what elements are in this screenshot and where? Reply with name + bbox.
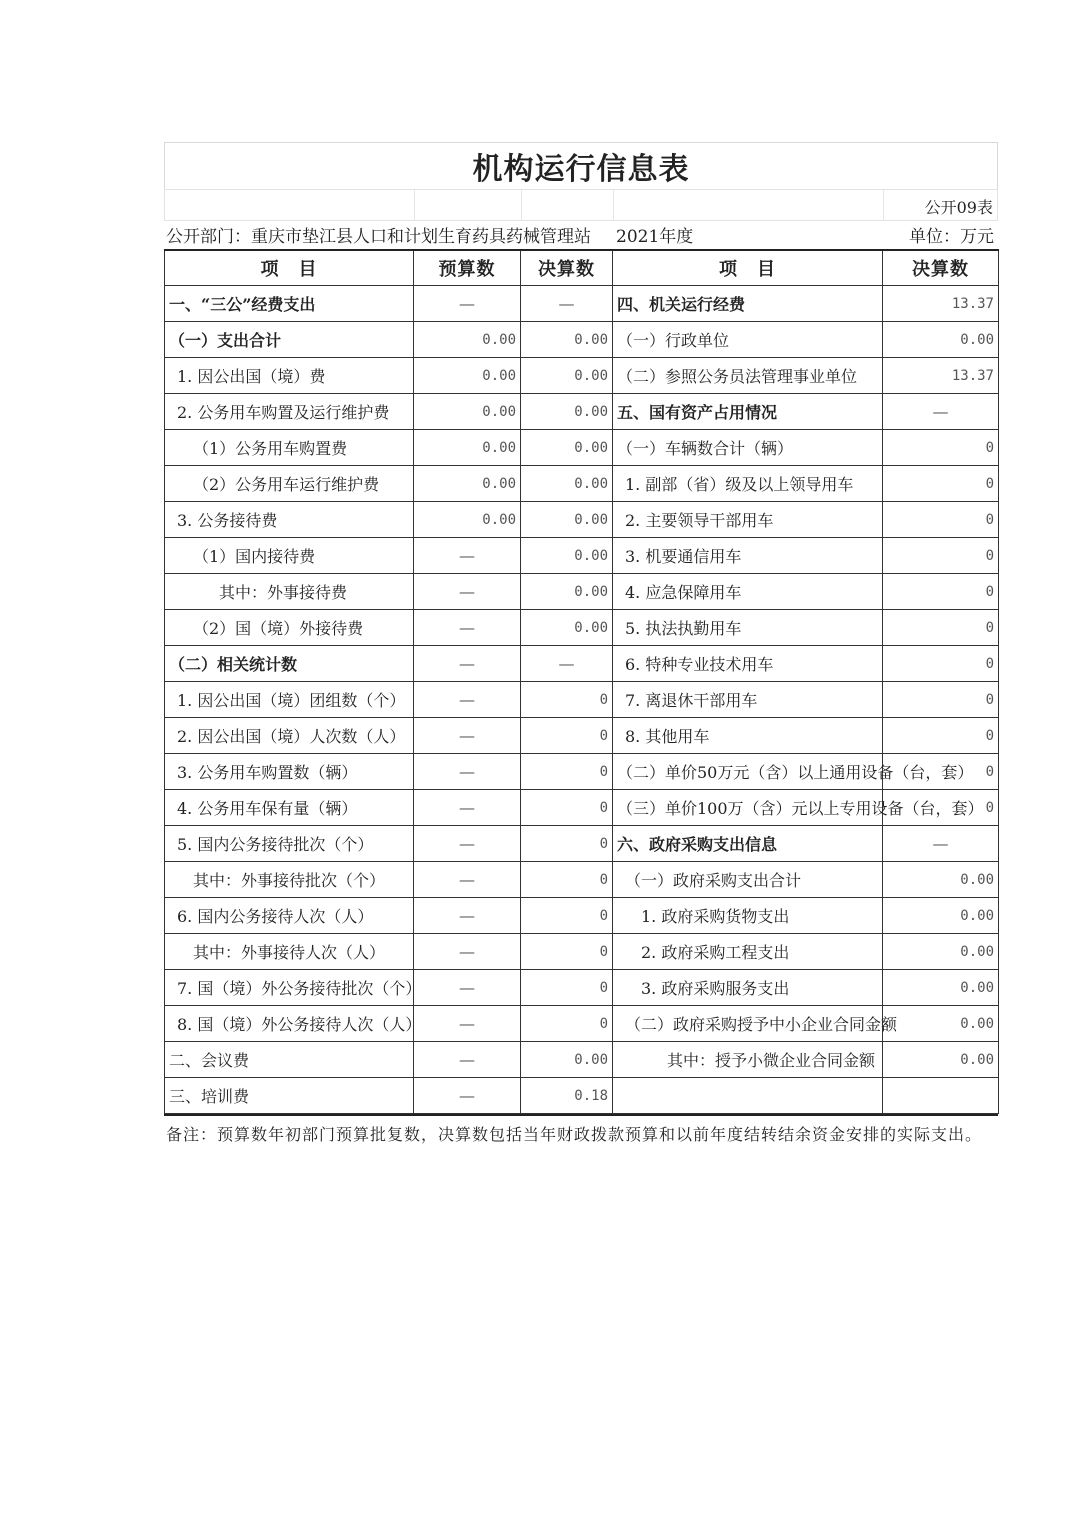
item-right-cell: （二）参照公务员法管理事业单位 (613, 358, 883, 394)
col-header-item-right: 项 目 (613, 250, 883, 286)
item-right-cell: 2. 政府采购工程支出 (613, 934, 883, 970)
final-left-cell: 0.18 (521, 1078, 613, 1114)
item-left-cell: （二）相关统计数 (165, 646, 414, 682)
budget-cell: — (414, 610, 521, 646)
budget-cell: — (414, 1078, 521, 1114)
table-header-row (165, 250, 999, 286)
item-left-cell: 3. 公务用车购置数（辆） (165, 754, 414, 790)
table-row (165, 358, 999, 394)
final-right-cell: 13.37 (883, 358, 999, 394)
table-row (165, 322, 999, 358)
table-row (165, 898, 999, 934)
col-header-budget: 预算数 (414, 250, 521, 286)
final-left-cell: — (521, 646, 613, 682)
final-left-cell: 0.00 (521, 358, 613, 394)
report-sheet (164, 142, 998, 1145)
final-left-cell: 0.00 (521, 394, 613, 430)
form-code-row (164, 189, 998, 220)
budget-cell: 0.00 (414, 322, 521, 358)
final-left-cell: 0 (521, 718, 613, 754)
item-left-cell: （1）公务用车购置费 (165, 430, 414, 466)
final-left-cell: 0 (521, 790, 613, 826)
final-right-cell: — (883, 394, 999, 430)
grid-cell (521, 190, 614, 220)
table-row (165, 430, 999, 466)
budget-cell: 0.00 (414, 430, 521, 466)
final-left-cell: 0 (521, 754, 613, 790)
table-row (165, 970, 999, 1006)
budget-cell: — (414, 934, 521, 970)
item-left-cell: 2. 公务用车购置及运行维护费 (165, 394, 414, 430)
grid-cell (165, 190, 415, 220)
final-right-cell: 13.37 (883, 286, 999, 322)
final-left-cell: 0.00 (521, 574, 613, 610)
final-right-cell: 0 (883, 754, 999, 790)
budget-cell: 0.00 (414, 466, 521, 502)
item-left-cell: （2）公务用车运行维护费 (165, 466, 414, 502)
final-left-cell: 0.00 (521, 1042, 613, 1078)
item-right-cell (613, 1078, 883, 1114)
final-left-cell: 0 (521, 898, 613, 934)
item-right-cell: 1. 政府采购货物支出 (613, 898, 883, 934)
unit-label: 单位：万元 (909, 227, 994, 247)
item-left-cell: 1. 因公出国（境）费 (165, 358, 414, 394)
final-left-cell: — (521, 286, 613, 322)
final-right-cell: — (883, 826, 999, 862)
final-left-cell: 0.00 (521, 502, 613, 538)
item-right-cell: （一）车辆数合计（辆） (613, 430, 883, 466)
col-header-item-left: 项 目 (165, 250, 414, 286)
table-row (165, 1006, 999, 1042)
table-row (165, 754, 999, 790)
budget-cell: — (414, 1006, 521, 1042)
item-right-cell: 2. 主要领导干部用车 (613, 502, 883, 538)
item-left-cell: 4. 公务用车保有量（辆） (165, 790, 414, 826)
table-body (165, 286, 999, 1114)
form-code: 公开09表 (924, 198, 993, 217)
item-right-cell: 4. 应急保障用车 (613, 574, 883, 610)
item-right-cell: （二）政府采购授予中小企业合同金额 (613, 1006, 883, 1042)
item-right-cell: 3. 机要通信用车 (613, 538, 883, 574)
item-right-cell: 6. 特种专业技术用车 (613, 646, 883, 682)
budget-cell: — (414, 574, 521, 610)
item-right-cell: 1. 副部（省）级及以上领导用车 (613, 466, 883, 502)
final-right-cell: 0 (883, 574, 999, 610)
budget-cell: — (414, 862, 521, 898)
final-right-cell: 0.00 (883, 862, 999, 898)
item-right-cell: 其中：授予小微企业合同金额 (613, 1042, 883, 1078)
budget-cell: — (414, 790, 521, 826)
final-left-cell: 0 (521, 682, 613, 718)
item-right-cell: 5. 执法执勤用车 (613, 610, 883, 646)
final-right-cell: 0 (883, 682, 999, 718)
item-right-cell: 7. 离退休干部用车 (613, 682, 883, 718)
table-row (165, 934, 999, 970)
footnote: 备注：预算数年初部门预算批复数，决算数包括当年财政拨款预算和以前年度结转结余资金安排的实际支出。 (164, 1114, 998, 1145)
table-row (165, 1042, 999, 1078)
table-row (165, 718, 999, 754)
budget-cell: — (414, 754, 521, 790)
final-right-cell: 0 (883, 646, 999, 682)
budget-cell: — (414, 1042, 521, 1078)
item-left-cell: 8. 国（境）外公务接待人次（人） (165, 1006, 414, 1042)
final-left-cell: 0.00 (521, 430, 613, 466)
item-left-cell: 二、会议费 (165, 1042, 414, 1078)
table-row (165, 610, 999, 646)
budget-cell: 0.00 (414, 394, 521, 430)
final-right-cell: 0.00 (883, 322, 999, 358)
item-left-cell: 其中：外事接待费 (165, 574, 414, 610)
final-right-cell: 0.00 (883, 934, 999, 970)
table-row (165, 682, 999, 718)
budget-cell: — (414, 646, 521, 682)
final-right-cell: 0 (883, 466, 999, 502)
final-left-cell: 0 (521, 1006, 613, 1042)
table-row (165, 826, 999, 862)
table-row (165, 538, 999, 574)
table-row (165, 790, 999, 826)
final-right-cell: 0.00 (883, 1006, 999, 1042)
grid-cell (613, 190, 884, 220)
final-right-cell (883, 1078, 999, 1114)
final-left-cell: 0.00 (521, 466, 613, 502)
final-left-cell: 0 (521, 970, 613, 1006)
meta-row (164, 220, 998, 249)
final-left-cell: 0 (521, 862, 613, 898)
final-right-cell: 0.00 (883, 1042, 999, 1078)
final-right-cell: 0 (883, 502, 999, 538)
item-left-cell: （一）支出合计 (165, 322, 414, 358)
item-right-cell: （三）单价100万（含）元以上专用设备（台，套） (613, 790, 883, 826)
item-left-cell: （1）国内接待费 (165, 538, 414, 574)
table-row (165, 574, 999, 610)
item-left-cell: （2）国（境）外接待费 (165, 610, 414, 646)
item-left-cell: 1. 因公出国（境）团组数（个） (165, 682, 414, 718)
col-header-final-right: 决算数 (883, 250, 999, 286)
table-row (165, 862, 999, 898)
budget-cell: — (414, 286, 521, 322)
item-left-cell: 3. 公务接待费 (165, 502, 414, 538)
fiscal-year: 2021年度 (616, 227, 694, 247)
budget-cell: — (414, 898, 521, 934)
expense-table (164, 249, 999, 1114)
final-right-cell: 0.00 (883, 898, 999, 934)
final-left-cell: 0.00 (521, 538, 613, 574)
item-right-cell: （一）行政单位 (613, 322, 883, 358)
final-right-cell: 0 (883, 718, 999, 754)
item-left-cell: 其中：外事接待人次（人） (165, 934, 414, 970)
budget-cell: — (414, 826, 521, 862)
table-row (165, 394, 999, 430)
table-row (165, 1078, 999, 1114)
col-header-final-left: 决算数 (521, 250, 613, 286)
item-right-cell: （二）单价50万元（含）以上通用设备（台，套） (613, 754, 883, 790)
item-left-cell: 2. 因公出国（境）人次数（人） (165, 718, 414, 754)
item-left-cell: 6. 国内公务接待人次（人） (165, 898, 414, 934)
table-row (165, 646, 999, 682)
budget-cell: — (414, 682, 521, 718)
final-left-cell: 0 (521, 934, 613, 970)
item-right-cell: 六、政府采购支出信息 (613, 826, 883, 862)
budget-cell: — (414, 538, 521, 574)
final-right-cell: 0 (883, 430, 999, 466)
item-right-cell: 8. 其他用车 (613, 718, 883, 754)
budget-cell: — (414, 718, 521, 754)
final-right-cell: 0 (883, 538, 999, 574)
report-title: 机构运行信息表 (164, 142, 998, 189)
item-right-cell: 3. 政府采购服务支出 (613, 970, 883, 1006)
final-left-cell: 0 (521, 826, 613, 862)
item-left-cell: 7. 国（境）外公务接待批次（个） (165, 970, 414, 1006)
final-right-cell: 0 (883, 790, 999, 826)
budget-cell: — (414, 970, 521, 1006)
final-right-cell: 0.00 (883, 970, 999, 1006)
final-right-cell: 0 (883, 610, 999, 646)
budget-cell: 0.00 (414, 502, 521, 538)
table-row (165, 502, 999, 538)
item-left-cell: 三、培训费 (165, 1078, 414, 1114)
item-right-cell: （一）政府采购支出合计 (613, 862, 883, 898)
final-left-cell: 0.00 (521, 322, 613, 358)
item-right-cell: 五、国有资产占用情况 (613, 394, 883, 430)
department-label: 公开部门：重庆市垫江县人口和计划生育药具药械管理站 (166, 227, 591, 247)
grid-cell (414, 190, 522, 220)
item-right-cell: 四、机关运行经费 (613, 286, 883, 322)
table-row (165, 466, 999, 502)
item-left-cell: 5. 国内公务接待批次（个） (165, 826, 414, 862)
table-row (165, 286, 999, 322)
final-left-cell: 0.00 (521, 610, 613, 646)
item-left-cell: 其中：外事接待批次（个） (165, 862, 414, 898)
budget-cell: 0.00 (414, 358, 521, 394)
item-left-cell: 一、“三公”经费支出 (165, 286, 414, 322)
